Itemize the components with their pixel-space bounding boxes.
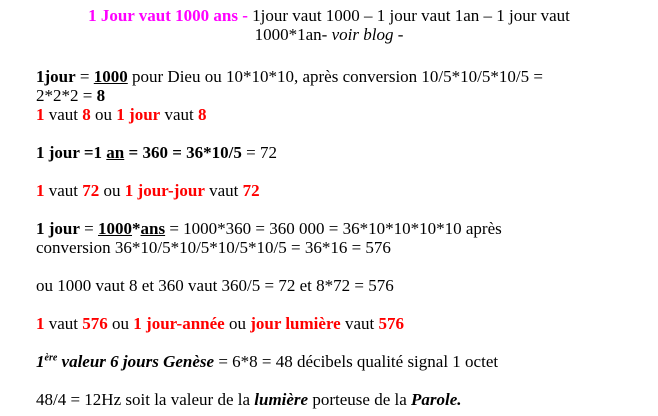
- text-span: 1 jour: [36, 219, 80, 238]
- spacer: [36, 200, 636, 219]
- text-span: 1: [36, 314, 45, 333]
- document-body: [36, 67, 636, 409]
- text-span: ou: [90, 105, 117, 124]
- text-span: ou: [99, 181, 125, 200]
- text-span: jour lumière: [250, 314, 341, 333]
- document-header: [0, 6, 658, 44]
- text-span: 72: [242, 181, 260, 200]
- text-span: 1 jour-année: [133, 314, 225, 333]
- spacer: [36, 295, 636, 314]
- text-span: ou: [224, 314, 251, 333]
- spacer: [36, 371, 636, 390]
- text-span: 1: [36, 352, 45, 371]
- text-span: vaut: [44, 314, 83, 333]
- text-span: 8: [82, 105, 91, 124]
- paragraph-9: [36, 390, 636, 409]
- text-span: 8: [96, 86, 106, 105]
- text-span: Parole.: [411, 390, 462, 409]
- text-span: 1000: [93, 67, 128, 86]
- paragraph-3: [36, 143, 636, 162]
- paragraph-6: [36, 276, 636, 295]
- text-span: 576: [378, 314, 405, 333]
- text-span: vaut: [340, 314, 379, 333]
- text-span: vaut: [204, 181, 243, 200]
- text-span: vaut: [160, 105, 198, 124]
- header-title: 1 Jour vaut 1000 ans -: [88, 6, 253, 25]
- text-span: ou 1000 vaut 8 et 360 vaut 360/5 = 72 et 8*72 = 576: [36, 276, 394, 295]
- text-span: 8: [197, 105, 207, 124]
- text-span: 1 jour =1: [36, 143, 107, 162]
- spacer: [36, 124, 636, 143]
- text-span: ans: [140, 219, 166, 238]
- header-line-2-text: 1000*1an-: [254, 25, 332, 44]
- text-span: =: [79, 219, 99, 238]
- header-line-1-text: 1jour vaut 1000 – 1 jour vaut 1an – 1 jour vaut: [252, 6, 570, 25]
- paragraph-8: [36, 352, 636, 371]
- spacer: [36, 257, 636, 276]
- text-span: 72: [82, 181, 100, 200]
- text-span: 2*2*2 =: [36, 86, 97, 105]
- text-span: = 6*8 = 48 décibels qualité signal 1 octet: [214, 352, 499, 371]
- text-span: 48/4 = 12Hz soit la valeur de la: [36, 390, 255, 409]
- text-span: porteuse de la: [308, 390, 412, 409]
- header-line-2-italic: voir blog -: [331, 25, 404, 44]
- header-line-2: [0, 25, 658, 44]
- text-span: ou: [107, 314, 134, 333]
- text-span: *: [132, 219, 141, 238]
- text-span: lumière: [254, 390, 309, 409]
- spacer: [36, 333, 636, 352]
- text-span: 1 jour-jour: [124, 181, 205, 200]
- text-span: 1 jour: [116, 105, 161, 124]
- text-span: conversion 36*10/5*10/5*10/5*10/5 = 36*16 = 576: [36, 238, 391, 257]
- text-span: valeur 6 jours Genèse: [57, 352, 215, 371]
- text-span: = 72: [241, 143, 277, 162]
- superscript: ère: [44, 352, 58, 364]
- text-span: 1000: [98, 219, 133, 238]
- text-span: = 360 = 36*10/5: [124, 143, 242, 162]
- text-span: 1: [36, 105, 45, 124]
- spacer: [36, 162, 636, 181]
- text-span: =: [75, 67, 94, 86]
- header-line-1: [0, 6, 658, 25]
- paragraph-7: [36, 314, 636, 333]
- paragraph-2: [36, 105, 636, 124]
- text-span: vaut: [44, 181, 83, 200]
- text-span: pour Dieu ou 10*10*10, après conversion 10/5*10/5*10/5 =: [127, 67, 543, 86]
- paragraph-1: [36, 67, 636, 105]
- text-span: vaut: [44, 105, 83, 124]
- text-span: = 1000*360 = 360 000 = 36*10*10*10*10 après: [165, 219, 502, 238]
- paragraph-4: [36, 181, 636, 200]
- text-span: 1jour: [36, 67, 76, 86]
- text-span: 576: [82, 314, 108, 333]
- text-span: an: [106, 143, 125, 162]
- paragraph-5: [36, 219, 636, 257]
- text-span: 1: [36, 181, 45, 200]
